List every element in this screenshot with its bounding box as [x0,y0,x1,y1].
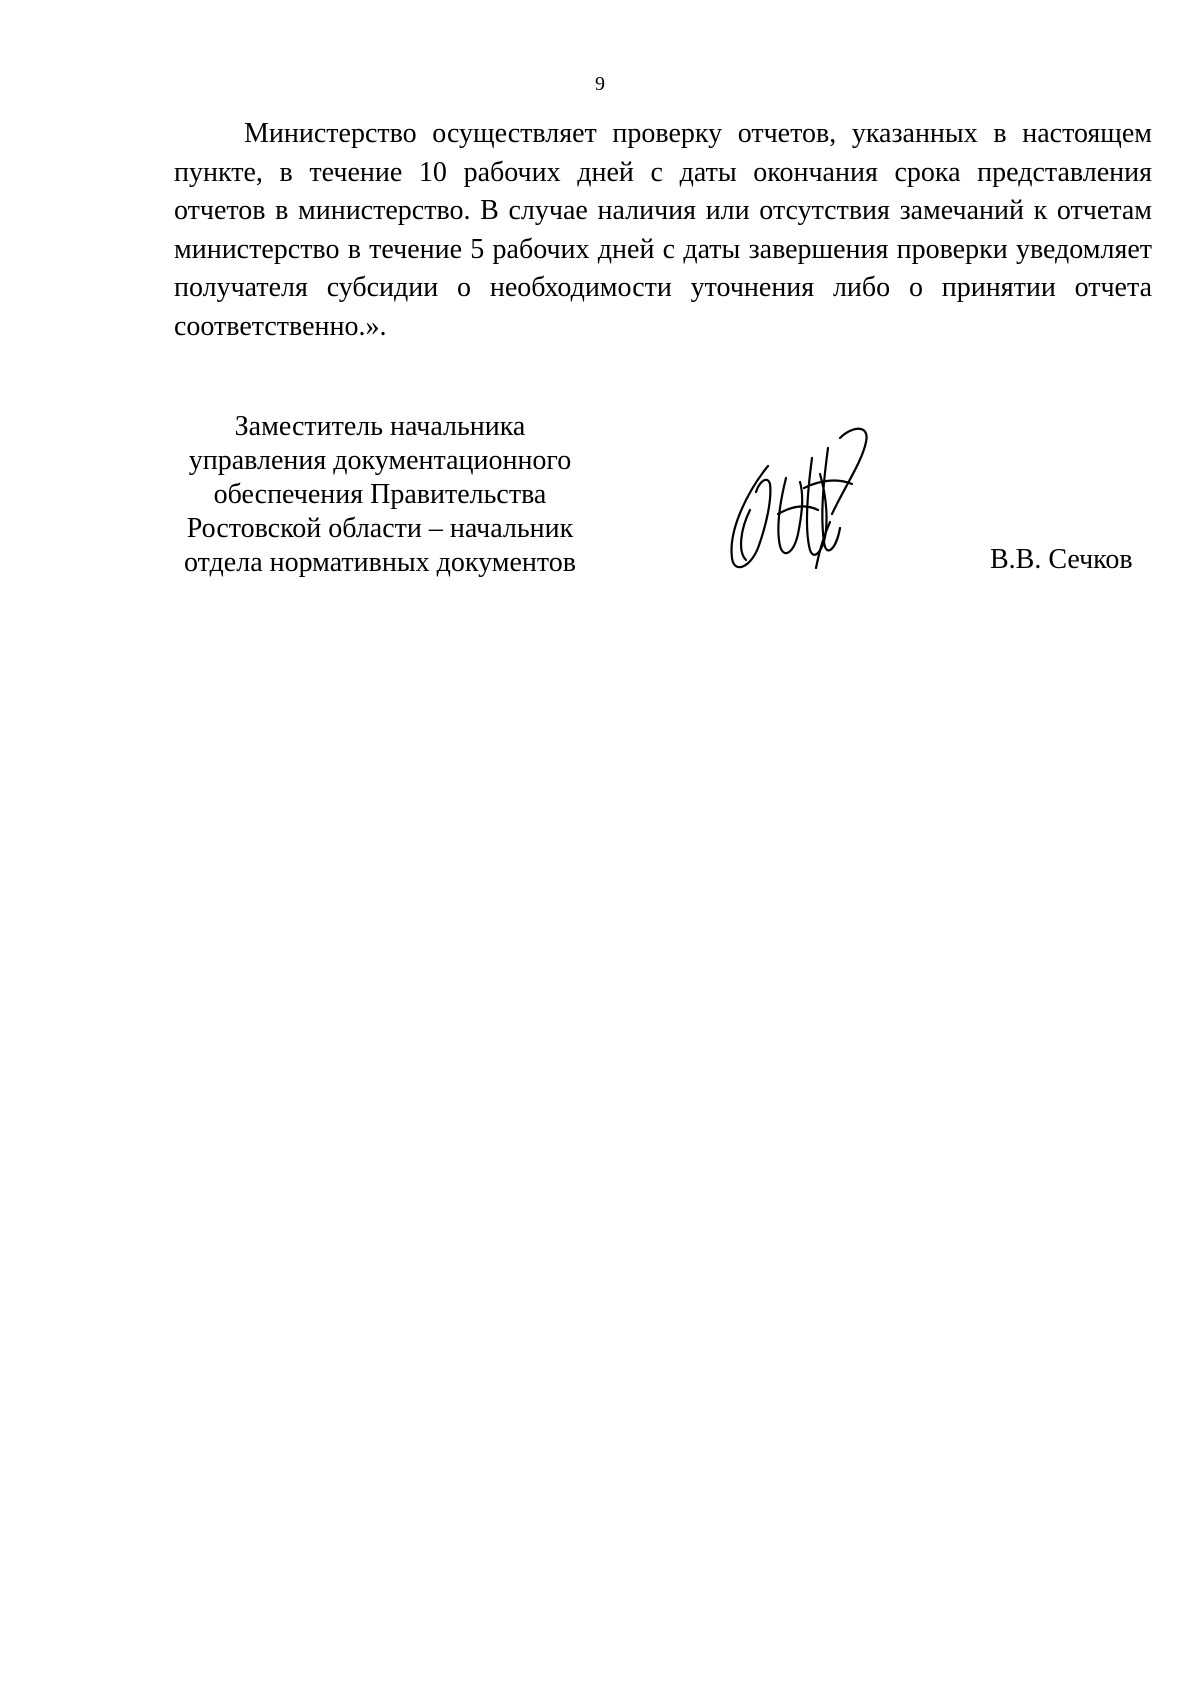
signer-title-line: управления документационного [188,445,572,476]
page-number: 9 [595,73,605,95]
signer-title-line: Ростовской области – начальник [186,513,574,544]
signer-title-block [170,410,590,580]
signer-title-line: отдела нормативных документов [184,547,576,578]
signer-title-line: обеспечения Правительства [213,479,547,510]
signer-title-line: Заместитель начальника [234,411,526,442]
signer-name: В.В. Сечков [990,544,1133,575]
handwritten-signature [720,418,880,578]
body-paragraph: Министерство осуществляет проверку отчетов, указанных в настоящем пункте, в течение 10 рабочих дней с даты окончания срока представления отчетов в министерство. В случае наличия или отсутствия замечаний к отчетам министерство в течение 5 рабочих дней с даты завершения проверки уведомляет получателя субсидии о необходимости уточнения либо о принятии отчета соответственно.». [174,118,1152,342]
